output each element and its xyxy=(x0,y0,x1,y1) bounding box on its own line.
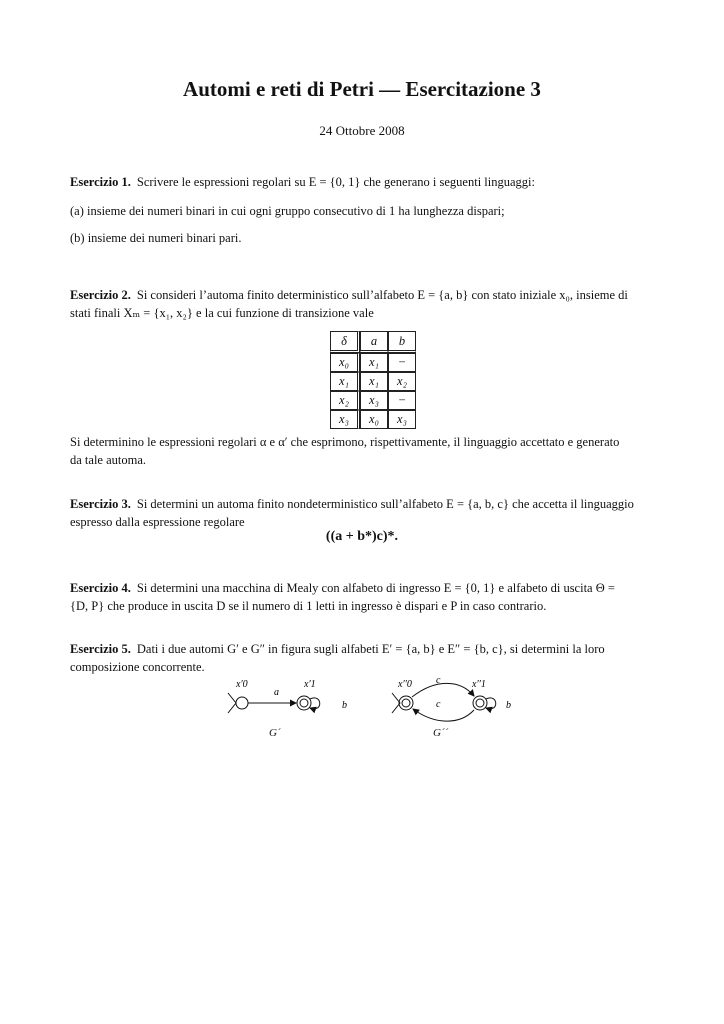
exercise-1 xyxy=(70,173,670,191)
page-title: Automi e reti di Petri — Esercitazione 3 xyxy=(183,77,541,101)
transition-table xyxy=(330,331,416,429)
exercise-4-text-line2: {D, P} che produce in uscita D se il numero di 1 letti in ingresso è dispari e P in caso contrario. xyxy=(70,599,547,613)
g1-edge-a-label: a xyxy=(274,687,279,698)
exercise-3-text-line1: Si determini un automa finito nondeterministico sull’alfabeto E = {a, b, c} che accetta il linguaggio xyxy=(136,497,634,511)
g1-state-1 xyxy=(297,696,311,710)
g2-edge-bottom-c xyxy=(413,709,474,721)
exercise-5-label: Esercizio 5. xyxy=(70,642,131,656)
g2-state-0-final xyxy=(402,699,410,707)
table-cell: x₃ xyxy=(360,391,388,410)
exercise-1-label: Esercizio 1. xyxy=(70,175,131,189)
table-cell: x₁ xyxy=(330,372,360,391)
table-cell: x₁ xyxy=(360,372,388,391)
table-row xyxy=(330,410,416,429)
exercise-3-label: Esercizio 3. xyxy=(70,497,131,511)
initial-marker-icon xyxy=(228,693,236,713)
document-date: 24 Ottobre 2008 xyxy=(319,123,405,138)
g2-state-1-final xyxy=(476,699,484,707)
table-row xyxy=(330,391,416,410)
table-cell: x₃ xyxy=(388,410,416,429)
g1-name: G´ xyxy=(269,727,281,739)
exercise-2 xyxy=(70,286,670,322)
regex-formula: ((a + b*)c)*. xyxy=(325,529,399,544)
table-header-cell: a xyxy=(360,331,388,353)
table-cell: x₃ xyxy=(330,410,360,429)
g2-state-0-label: x′′0 xyxy=(398,679,412,690)
exercise-4 xyxy=(70,579,670,615)
automaton-g2 xyxy=(392,675,511,721)
table-header-cell: δ xyxy=(330,331,360,353)
table-cell: x₁ xyxy=(360,353,388,372)
exercise-2-label: Esercizio 2. xyxy=(70,288,131,302)
exercise-5-text-line2: composizione concorrente. xyxy=(70,660,205,674)
exercise-1-item-a: (a) insieme dei numeri binari in cui ogni gruppo consecutivo di 1 ha lunghezza dispari; xyxy=(70,204,505,218)
table-cell: x₀ xyxy=(360,410,388,429)
g1-state-0-label: x′0 xyxy=(236,679,248,690)
g2-state-1-label: x′′1 xyxy=(472,679,486,690)
table-row xyxy=(330,353,416,372)
table-cell: x₂ xyxy=(330,391,360,410)
table-header-cell: b xyxy=(388,331,416,353)
table-row xyxy=(330,372,416,391)
exercise-2-text-line2: stati finali Xₘ = {x₁, x₂} e la cui funzione di transizione vale xyxy=(70,306,374,320)
exercise-2-text-line1: Si consideri l’automa finito deterministico sull’alfabeto E = {a, b} con stato iniziale x₀, insieme di xyxy=(136,288,628,302)
exercise-4-label: Esercizio 4. xyxy=(70,581,131,595)
g1-state-0 xyxy=(236,697,248,709)
g2-edge-top-c xyxy=(412,683,474,697)
table-cell: x₀ xyxy=(330,353,360,372)
exercise-4-text-line1: Si determini una macchina di Mealy con alfabeto di ingresso E = {0, 1} e alfabeto di uscita Θ = xyxy=(136,581,615,595)
g2-edge-top-label: c xyxy=(436,675,441,686)
exercise-5-text-line1: Dati i due automi G′ e G″ in figura sugli alfabeti E′ = {a, b} e E″ = {b, c}, si determini la loro xyxy=(136,642,605,656)
g1-loop-b-label: b xyxy=(342,700,347,711)
g2-name: G´´ xyxy=(433,727,449,739)
table-cell: x₂ xyxy=(388,372,416,391)
exercise-3-text-line2: espresso dalla espressione regolare xyxy=(70,515,245,529)
g2-loop-b-label: b xyxy=(506,700,511,711)
g2-edge-bottom-label: c xyxy=(436,699,441,710)
automata-figure xyxy=(220,675,520,725)
g2-state-1 xyxy=(473,696,487,710)
g2-state-0 xyxy=(399,696,413,710)
table-header-row xyxy=(330,331,416,353)
exercise-2-after-line2: da tale automa. xyxy=(70,453,147,467)
exercise-1-item-b: (b) insieme dei numeri binari pari. xyxy=(70,231,242,245)
table-cell: − xyxy=(388,353,416,372)
exercise-2-after xyxy=(70,433,670,469)
automaton-g1 xyxy=(228,679,347,713)
exercise-5 xyxy=(70,640,670,676)
table-cell: − xyxy=(388,391,416,410)
g1-state-1-label: x′1 xyxy=(304,679,316,690)
g1-state-1-final xyxy=(300,699,308,707)
exercise-1-text: Scrivere le espressioni regolari su E = {0, 1} che generano i seguenti linguaggi: xyxy=(136,175,535,189)
exercise-3 xyxy=(70,495,670,531)
exercise-2-after-line1: Si determinino le espressioni regolari α e α′ che esprimono, rispettivamente, il linguaggio accettato e generato xyxy=(70,435,620,449)
